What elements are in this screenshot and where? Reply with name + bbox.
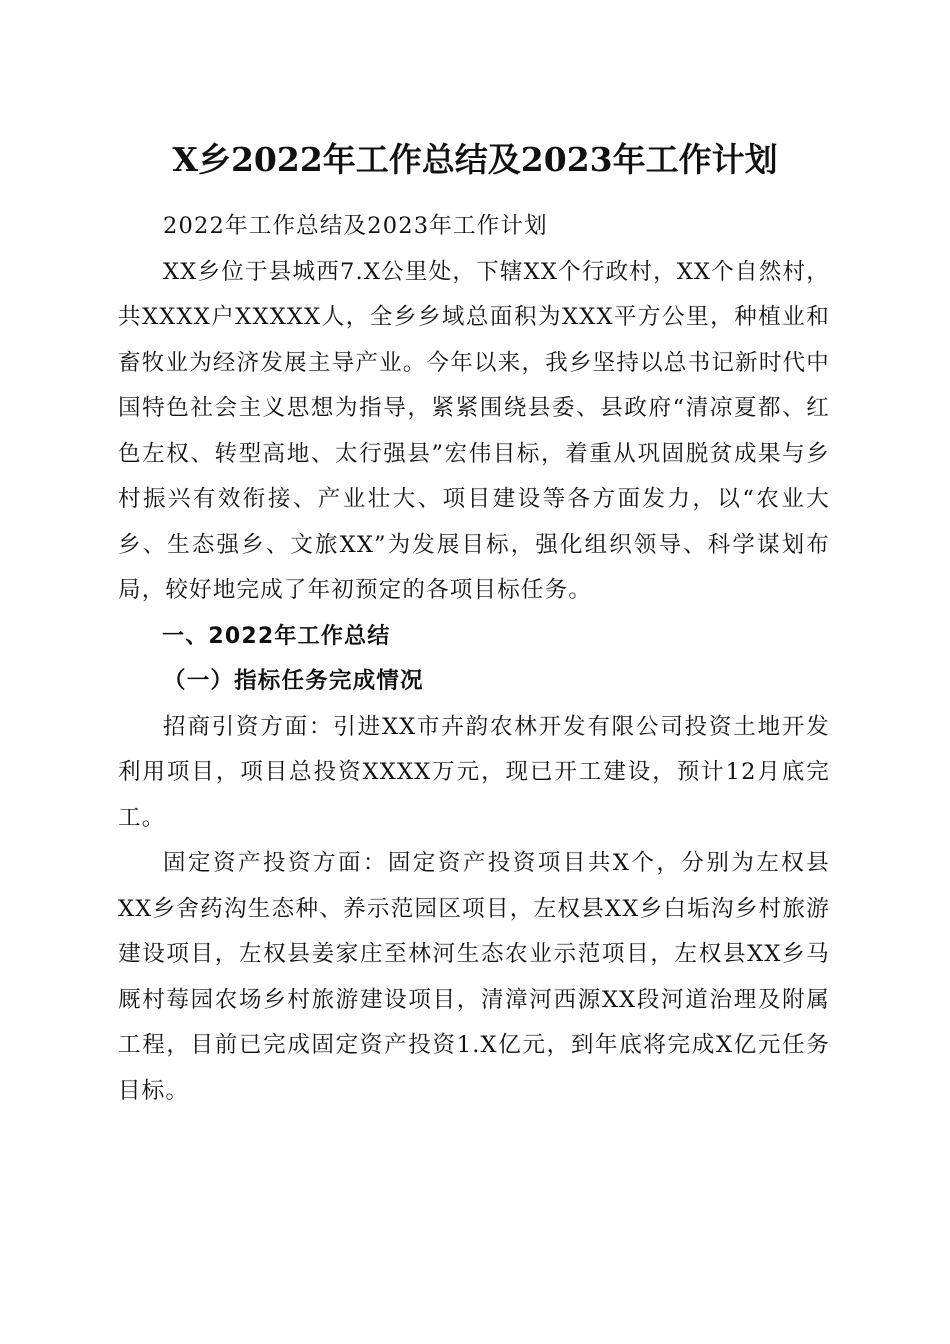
document-subtitle: 2022年工作总结及2023年工作计划 [163, 213, 548, 239]
investment-paragraph: 招商引资方面：引进XX市卉韵农林开发有限公司投资土地开发利用项目，项目总投资XXXX万元，现已开工建设，预计12月底完工。 [118, 713, 830, 831]
fixed-assets-paragraph: 固定资产投资方面：固定资产投资项目共X个，分别为左权县XX乡舍药沟生态种、养示范园区项目，左权县XX乡白垢沟乡村旅游建设项目，左权县姜家庄至林河生态农业示范项目，左权县XX乡马厩村莓园农场乡村旅游建设项目，清漳河西源XX段河道治理及附属工程，目前已完成固定资产投资1.X亿元，到年底将完成X亿元任务目标。 [118, 850, 830, 1104]
section-heading-work-summary: 一、2022年工作总结 [162, 623, 391, 649]
intro-paragraph: XX乡位于县城西7.X公里处，下辖XX个行政村，XX个自然村，共XXXX户XXXXX人，全乡乡域总面积为XXX平方公里，种植业和畜牧业为经济发展主导产业。今年以来，我乡坚持以总书记新时代中国特色社会主义思想为指导，紧紧围绕县委、县政府“清凉夏都、红色左权、转型高地、太行强县”宏伟目标，着重从巩固脱贫成果与乡村振兴有效衔接、产业壮大、项目建设等各方面发力，以“农业大乡、生态强乡、文旅XX”为发展目标，强化组织领导、科学谋划布局，较好地完成了年初预定的各项目标任务。 [118, 258, 830, 603]
document-body [118, 204, 830, 1114]
document-title: X乡2022年工作总结及2023年工作计划 [172, 140, 778, 179]
subsection-heading-indicators: （一）指标任务完成情况 [163, 668, 424, 694]
